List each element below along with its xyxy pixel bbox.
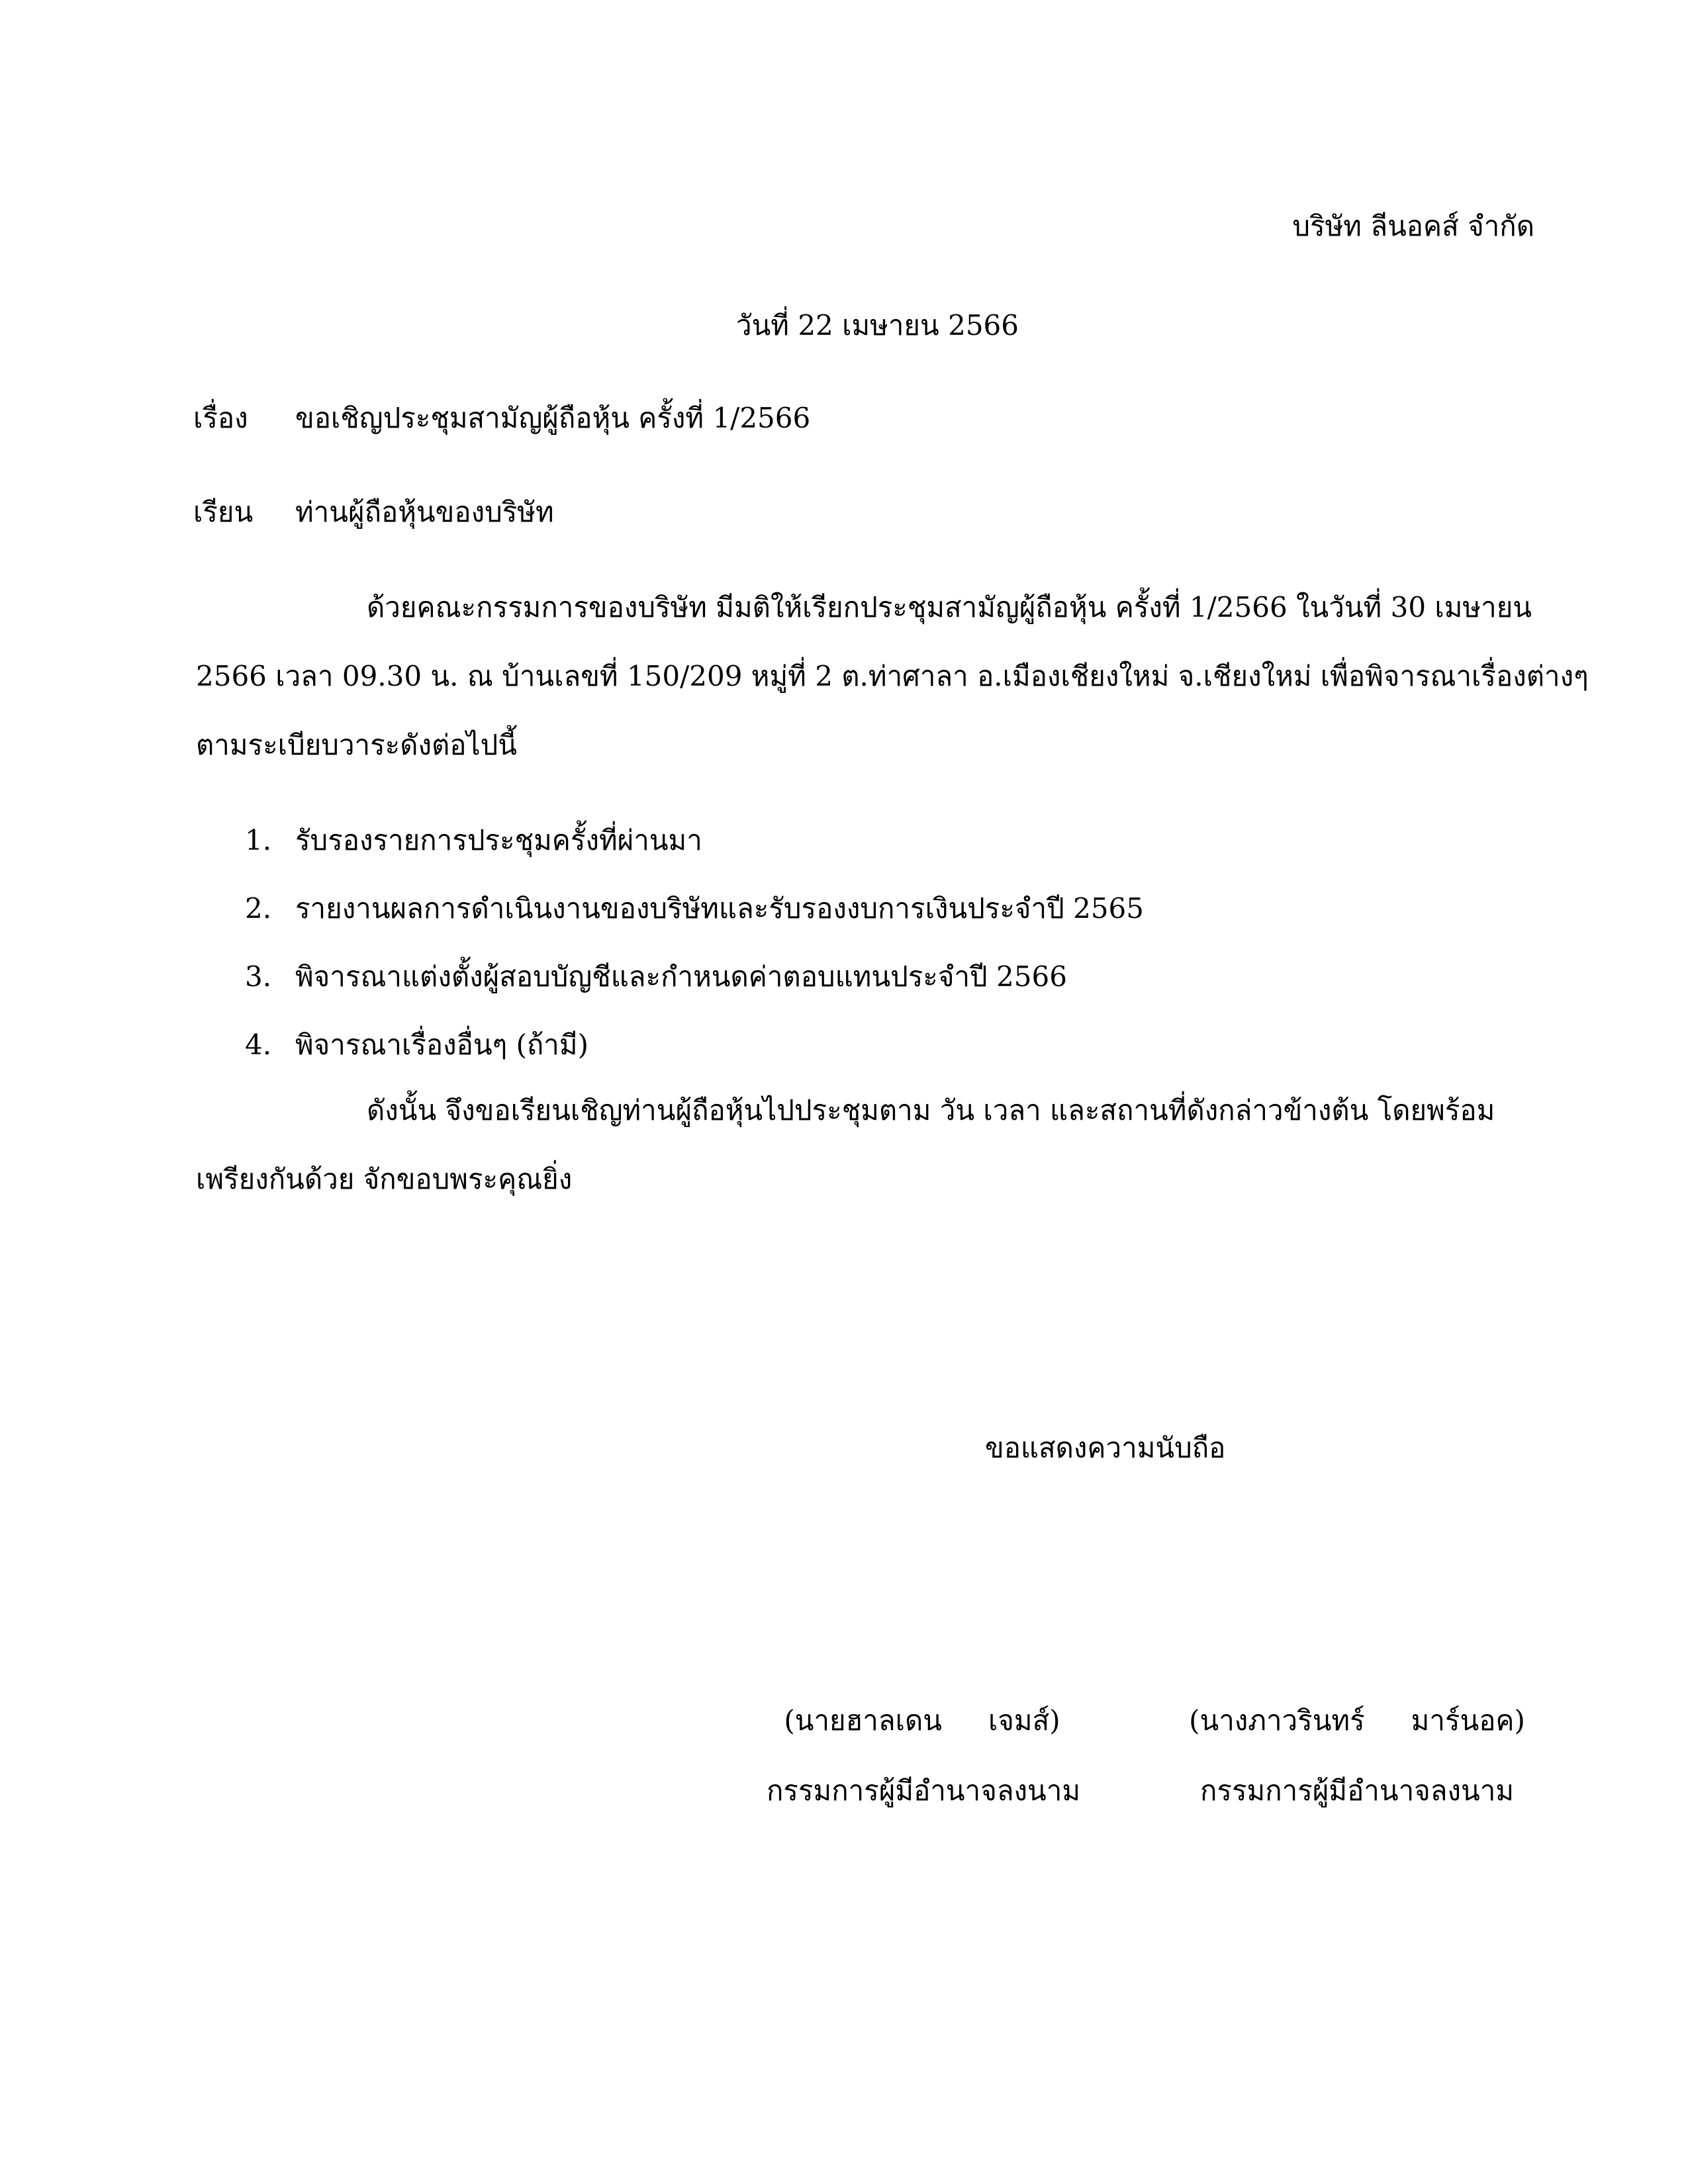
signatory-first-name: (นางภาวรินทร์ [1189,1704,1365,1737]
subject-label: เรื่อง [193,402,248,434]
agenda-item [245,1025,1144,1093]
paragraph-line: ด้วยคณะกรรมการของบริษัท มีมติให้เรียกประชุมสามัญผู้ถือหุ้น ครั้งที่ 1/2566 ในวันที่ 30 เมษายน [367,591,1532,623]
agenda-item-text: รับรองรายการประชุมครั้งที่ผ่านมา [295,824,702,856]
paragraph-line: เพรียงกันด้วย จักขอบพระคุณยิ่ง [196,1163,573,1195]
paragraph-line: ตามระเบียบวาระดังต่อไปนี้ [196,729,518,761]
subject-text: ขอเชิญประชุมสามัญผู้ถือหุ้น ครั้งที่ 1/2566 [295,402,811,434]
signatory-1-title: กรรมการผู้มีอำนาจลงนาม [767,1774,1081,1807]
recipient-label: เรียน [193,496,254,528]
agenda-item [245,821,1144,889]
agenda-item-number: 4. [245,1028,272,1061]
agenda-item-text: รายงานผลการดำเนินงานของบริษัทและรับรองงบการเงินประจำปี 2565 [295,892,1145,925]
signatory-1-name [767,1701,1078,1741]
paragraph-line: 2566 เวลา 09.30 น. ณ บ้านเลขที่ 150/209 หมู่ที่ 2 ต.ท่าศาลา อ.เมืองเชียงใหม่ จ.เชียงใหม่ เพื่อพิจารณาเรื่องต่างๆ [196,660,1589,692]
agenda-item-number: 2. [245,892,272,925]
agenda-item-text: พิจารณาเรื่องอื่นๆ (ถ้ามี) [295,1028,588,1061]
letter-date: วันที่ 22 เมษายน 2566 [736,309,1019,341]
signatory-2-title: กรรมการผู้มีอำนาจลงนาม [1199,1774,1515,1807]
body-paragraph-2 [196,1091,1520,1228]
signatory-last-name: เจมส์) [988,1704,1060,1737]
agenda-item-text: พิจารณาแต่งตั้งผู้สอบบัญชีและกำหนดค่าตอบแทนประจำปี 2566 [295,960,1067,993]
recipient-text: ท่านผู้ถือหุ้นของบริษัท [295,496,554,528]
body-paragraph-1 [196,588,1589,794]
agenda-item-number: 3. [245,960,272,993]
agenda-item [245,957,1144,1025]
agenda-item [245,889,1144,957]
agenda-item-number: 1. [245,824,272,856]
agenda-list [245,821,1144,1093]
closing-text: ขอแสดงความนับถือ [985,1432,1226,1464]
company-name: บริษัท ลีนอคส์ จำกัด [1292,210,1534,242]
paragraph-line: ดังนั้น จึงขอเรียนเชิญท่านผู้ถือหุ้นไปประชุมตาม วัน เวลา และสถานที่ดังกล่าวข้างต้น โดยพร้อม [367,1094,1495,1126]
signatory-2-name [1178,1701,1536,1741]
signatory-first-name: (นายฮาลเดน [784,1704,942,1737]
signatory-last-name: มาร์นอค) [1411,1704,1525,1737]
